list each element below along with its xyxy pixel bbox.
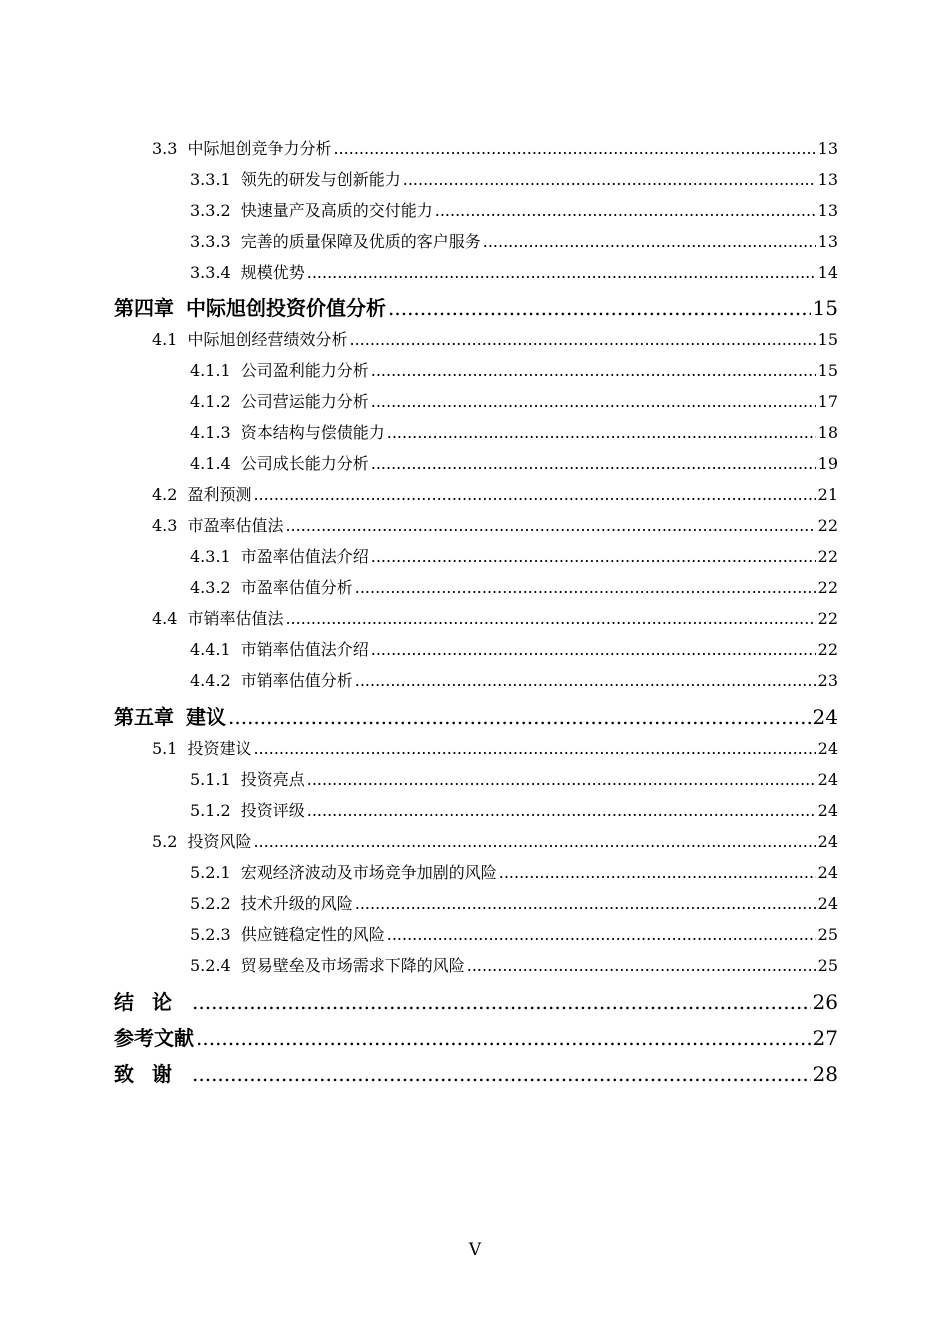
toc-chapter-number: 第四章 <box>114 296 174 320</box>
dot-leader <box>196 1026 811 1050</box>
toc-entry-number: 3.3.1 <box>190 170 231 189</box>
toc-chapter-title: 建议 <box>186 705 226 729</box>
dot-leader <box>371 361 816 380</box>
toc-entry-4-1[interactable] <box>152 327 838 355</box>
toc-entry-title: 公司成长能力分析 <box>240 454 369 473</box>
toc-entry-4-2[interactable] <box>152 482 838 510</box>
toc-entry-3-3-1[interactable] <box>190 167 838 195</box>
dot-leader <box>371 454 816 473</box>
toc-entry-title: 供应链稳定性的风险 <box>240 925 385 944</box>
toc-entry-5-2-3[interactable] <box>190 922 838 950</box>
toc-entry-4-4[interactable] <box>152 606 838 634</box>
toc-entry-page: 24 <box>817 801 838 820</box>
toc-entry-title: 投资风险 <box>187 832 252 851</box>
toc-chapter-5[interactable] <box>114 701 838 729</box>
toc-entry-number: 4.1.3 <box>190 423 231 442</box>
toc-acknowledgements[interactable] <box>114 1058 838 1086</box>
toc-entry-page: 22 <box>817 609 838 628</box>
toc-entry-page: 24 <box>812 705 838 729</box>
toc-chapter-title: 致谢 <box>114 1062 190 1086</box>
dot-leader <box>307 263 816 282</box>
toc-entry-title: 市销率估值法 <box>187 609 284 628</box>
toc-entry-3-3[interactable] <box>152 136 838 164</box>
toc-entry-title: 公司盈利能力分析 <box>240 361 369 380</box>
dot-leader <box>192 1062 811 1086</box>
toc-entry-title: 投资评级 <box>240 801 305 820</box>
toc-entry-page: 17 <box>817 392 838 411</box>
dot-leader <box>253 485 815 504</box>
toc-entry-page: 15 <box>812 296 838 320</box>
toc-entry-title: 完善的质量保障及优质的客户服务 <box>240 232 481 251</box>
toc-entry-number: 4.1.1 <box>190 361 231 380</box>
toc-entry-page: 24 <box>817 894 838 913</box>
toc-entry-page: 24 <box>817 739 838 758</box>
dot-leader <box>355 894 816 913</box>
toc-entry-4-3-2[interactable] <box>190 575 838 603</box>
toc-entry-number: 4.4.2 <box>190 671 231 690</box>
toc-entry-page: 24 <box>817 770 838 789</box>
dot-leader <box>228 705 811 729</box>
toc-entry-page: 24 <box>817 863 838 882</box>
toc-entry-page: 28 <box>812 1062 838 1086</box>
toc-entry-title: 投资建议 <box>187 739 252 758</box>
toc-entry-title: 盈利预测 <box>187 485 252 504</box>
toc-entry-5-2[interactable] <box>152 829 838 857</box>
toc-entry-title: 规模优势 <box>240 263 305 282</box>
toc-chapter-title: 结论 <box>114 990 190 1014</box>
toc-entry-5-1-1[interactable] <box>190 767 838 795</box>
toc-entry-3-3-2[interactable] <box>190 198 838 226</box>
toc-entry-4-4-1[interactable] <box>190 637 838 665</box>
toc-entry-number: 4.4.1 <box>190 640 231 659</box>
toc-entry-page: 13 <box>817 139 838 158</box>
toc-chapter-title: 中际旭创投资价值分析 <box>186 296 386 320</box>
toc-entry-page: 21 <box>817 485 838 504</box>
toc-entry-number: 5.1.2 <box>190 801 231 820</box>
toc-entry-5-2-1[interactable] <box>190 860 838 888</box>
toc-entry-number: 4.2 <box>152 485 178 504</box>
toc-entry-page: 22 <box>817 578 838 597</box>
dot-leader <box>483 232 816 251</box>
dot-leader <box>371 547 816 566</box>
toc-entry-title: 贸易壁垒及市场需求下降的风险 <box>240 956 465 975</box>
dot-leader <box>387 925 816 944</box>
dot-leader <box>467 956 816 975</box>
toc-entry-page: 15 <box>817 330 838 349</box>
toc-entry-title: 宏观经济波动及市场竞争加剧的风险 <box>240 863 497 882</box>
toc-entry-page: 13 <box>817 201 838 220</box>
dot-leader <box>403 170 816 189</box>
toc-entry-title: 市盈率估值分析 <box>240 578 353 597</box>
toc-chapter-4[interactable] <box>114 292 838 320</box>
dot-leader <box>387 423 816 442</box>
toc-entry-page: 26 <box>812 990 838 1014</box>
toc-entry-title: 市盈率估值法 <box>187 516 284 535</box>
toc-entry-number: 4.3.1 <box>190 547 231 566</box>
dot-leader <box>435 201 816 220</box>
toc-entry-page: 19 <box>817 454 838 473</box>
toc-entry-page: 23 <box>817 671 838 690</box>
toc-entry-title: 公司营运能力分析 <box>240 392 369 411</box>
toc-entry-title: 中际旭创竞争力分析 <box>187 139 332 158</box>
toc-entry-title: 快速量产及高质的交付能力 <box>240 201 433 220</box>
toc-entry-3-3-3[interactable] <box>190 229 838 257</box>
toc-entry-title: 领先的研发与创新能力 <box>240 170 401 189</box>
toc-entry-4-1-4[interactable] <box>190 451 838 479</box>
dot-leader <box>253 832 815 851</box>
toc-entry-4-3[interactable] <box>152 513 838 541</box>
toc-entry-page: 22 <box>817 516 838 535</box>
dot-leader <box>388 296 811 320</box>
toc-entry-page: 18 <box>817 423 838 442</box>
dot-leader <box>499 863 816 882</box>
toc-entry-page: 14 <box>817 263 838 282</box>
toc-entry-number: 5.1.1 <box>190 770 231 789</box>
toc-entry-title: 市盈率估值法介绍 <box>240 547 369 566</box>
toc-entry-number: 3.3.3 <box>190 232 231 251</box>
toc-entry-page: 13 <box>817 232 838 251</box>
toc-entry-number: 3.3.2 <box>190 201 231 220</box>
dot-leader <box>333 139 815 158</box>
toc-entry-title: 技术升级的风险 <box>240 894 353 913</box>
toc-entry-number: 5.2.1 <box>190 863 231 882</box>
toc-entry-5-2-4[interactable] <box>190 953 838 981</box>
toc-entry-number: 5.2.2 <box>190 894 231 913</box>
toc-entry-title: 中际旭创经营绩效分析 <box>187 330 348 349</box>
toc-entry-3-3-4[interactable] <box>190 260 838 288</box>
dot-leader <box>307 801 816 820</box>
toc-conclusion[interactable] <box>114 986 838 1014</box>
dot-leader <box>355 671 816 690</box>
toc-entry-number: 5.2.3 <box>190 925 231 944</box>
toc-entry-number: 5.1 <box>152 739 178 758</box>
dot-leader <box>307 770 816 789</box>
toc-entry-5-1-2[interactable] <box>190 798 838 826</box>
dot-leader <box>371 640 816 659</box>
toc-entry-page: 24 <box>817 832 838 851</box>
toc-entry-number: 3.3.4 <box>190 263 231 282</box>
toc-entry-number: 4.3 <box>152 516 178 535</box>
dot-leader <box>285 609 815 628</box>
toc-entry-number: 5.2 <box>152 832 178 851</box>
dot-leader <box>192 990 811 1014</box>
toc-entry-5-1[interactable] <box>152 736 838 764</box>
toc-entry-4-1-1[interactable] <box>190 358 838 386</box>
toc-references[interactable] <box>114 1022 838 1050</box>
toc-entry-page: 15 <box>817 361 838 380</box>
toc-entry-title: 市销率估值分析 <box>240 671 353 690</box>
toc-entry-page: 13 <box>817 170 838 189</box>
toc-entry-title: 市销率估值法介绍 <box>240 640 369 659</box>
toc-chapter-title: 参考文献 <box>114 1026 194 1050</box>
page-number: V <box>468 1240 482 1260</box>
toc-entry-page: 25 <box>817 956 838 975</box>
toc-entry-4-4-2[interactable] <box>190 668 838 696</box>
toc-entry-number: 3.3 <box>152 139 178 158</box>
dot-leader <box>371 392 816 411</box>
toc-entry-page: 25 <box>817 925 838 944</box>
toc-entry-number: 4.4 <box>152 609 178 628</box>
toc-entry-page: 27 <box>812 1026 838 1050</box>
toc-entry-number: 4.1 <box>152 330 178 349</box>
dot-leader <box>349 330 815 349</box>
toc-entry-page: 22 <box>817 547 838 566</box>
dot-leader <box>285 516 815 535</box>
toc-entry-4-3-1[interactable] <box>190 544 838 572</box>
toc-entry-title: 资本结构与偿债能力 <box>240 423 385 442</box>
toc-entry-number: 4.3.2 <box>190 578 231 597</box>
toc-entry-page: 22 <box>817 640 838 659</box>
toc-entry-title: 投资亮点 <box>240 770 305 789</box>
toc-entry-number: 4.1.4 <box>190 454 231 473</box>
toc-entry-5-2-2[interactable] <box>190 891 838 919</box>
dot-leader <box>253 739 815 758</box>
toc-entry-4-1-2[interactable] <box>190 389 838 417</box>
toc-entry-4-1-3[interactable] <box>190 420 838 448</box>
toc-entry-number: 5.2.4 <box>190 956 231 975</box>
toc-chapter-number: 第五章 <box>114 705 174 729</box>
dot-leader <box>355 578 816 597</box>
toc-entry-number: 4.1.2 <box>190 392 231 411</box>
